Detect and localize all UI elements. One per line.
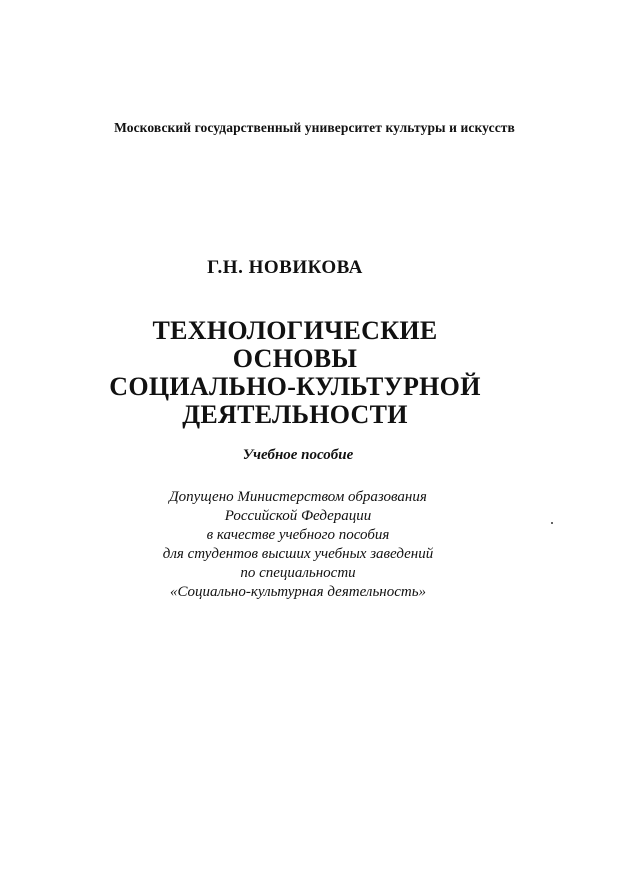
book-title-line: ТЕХНОЛОГИЧЕСКИЕ	[152, 316, 438, 345]
approval-line: по специальности	[240, 565, 356, 581]
approval-line: «Социально-культурная деятельность»	[169, 584, 427, 600]
author-name: Г.Н. НОВИКОВА	[207, 257, 363, 278]
approval-line: в качестве учебного пособия	[206, 527, 390, 543]
university-name: Московский государственный университет культуры и искусств	[114, 120, 515, 135]
book-title-line: ОСНОВЫ	[232, 344, 358, 373]
book-subtitle: Учебное пособие	[242, 447, 354, 463]
approval-statement	[0, 488, 596, 602]
approval-line: Российской Федерации	[224, 508, 372, 524]
book-title-line: ДЕЯТЕЛЬНОСТИ	[182, 400, 408, 429]
book-title	[0, 317, 590, 429]
approval-line: Допущено Министерством образования	[169, 489, 427, 505]
scan-speck	[551, 522, 553, 524]
approval-line: для студентов высших учебных заведений	[162, 546, 434, 562]
book-title-line: СОЦИАЛЬНО-КУЛЬТУРНОЙ	[109, 372, 481, 401]
